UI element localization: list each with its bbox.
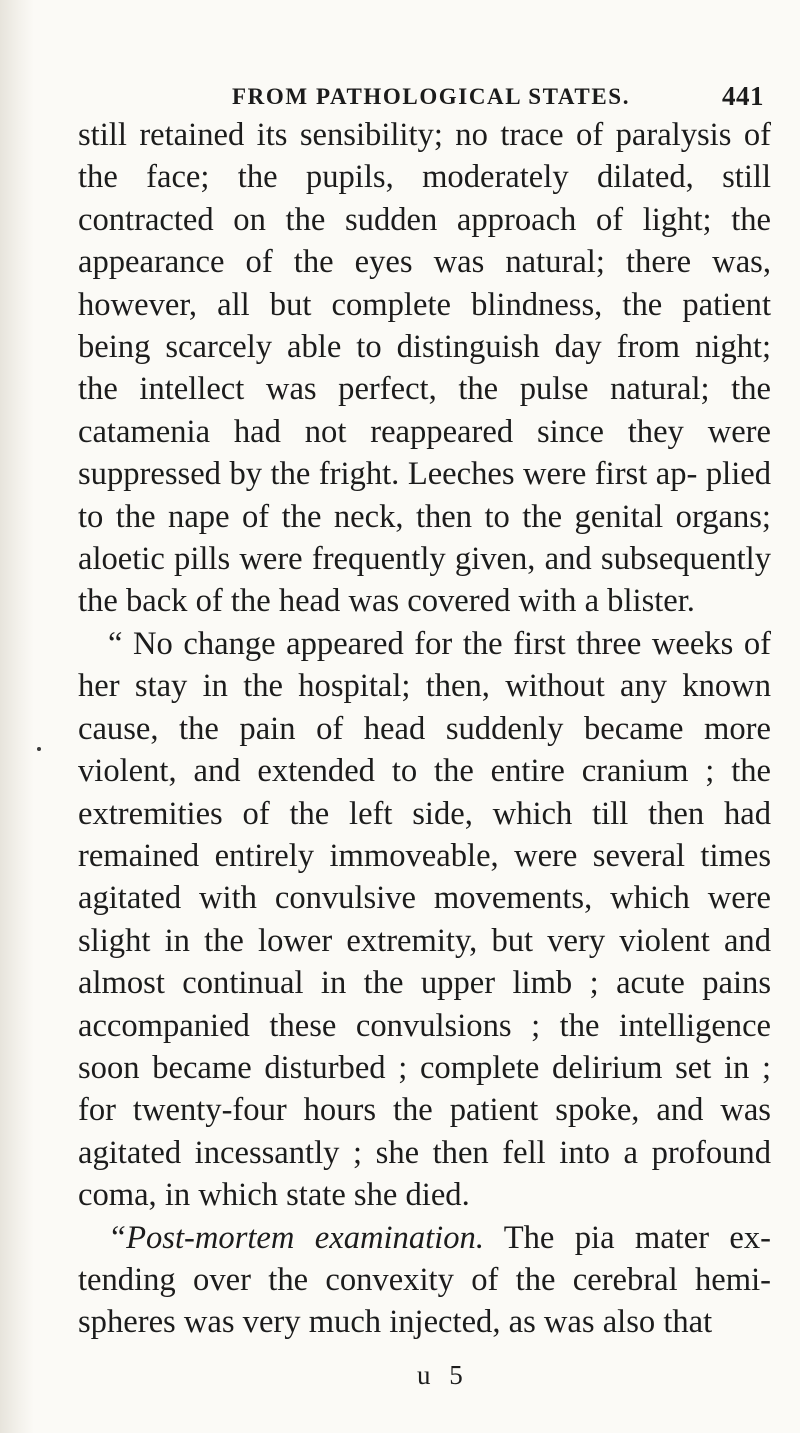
- margin-dot: [37, 747, 41, 751]
- running-title: FROM PATHOLOGICAL STATES.: [232, 84, 631, 109]
- signature-mark: u 5: [417, 1360, 469, 1390]
- paragraph: “ No change appeared for the first three weeks of her stay in the hospital; then, without any known cause, the pain of head suddenly became more violent, and extended to the entire cranium ; the extremities of the left side, which till then had remained entirely immoveable, were several times agitated with convulsive movements, which were slight in the lower extremity, but very violent and almost continual in the upper limb ; acute pains accompanied these convulsions ; the intelligence soon became disturbed ; complete delirium set in ; for twenty-four hours the patient spoke, and was agitated incessantly ; she then fell into a profound coma, in which state she died.: [78, 625, 771, 1214]
- paragraph: [78, 1217, 771, 1344]
- page-number: 441: [722, 81, 764, 111]
- section-lead: “Post-mortem examination.: [108, 1219, 484, 1256]
- page-gutter-shadow: [0, 0, 34, 1433]
- body-text: [78, 114, 771, 1344]
- paragraph: still retained its sensibility; no trace of paralysis of the face; the pupils, moderately dilated, still contracted on the sudden approach of light; the appearance of the eyes was natural; there was, however, all but complete blindness, the patient being scarcely able to distinguish day from night; the intellect was perfect, the pulse natural; the catamenia had not reappeared since they were suppressed by the fright. Leeches were first ap- plied to the nape of the neck, then to the genital organs; aloetic pills were frequently given, and subsequently the back of the head was covered with a blister.: [78, 117, 771, 620]
- paragraph-text: The pia mater ex- tending over the convexity of the cerebral hemi- spheres was very much injected, as was also that: [78, 1219, 771, 1341]
